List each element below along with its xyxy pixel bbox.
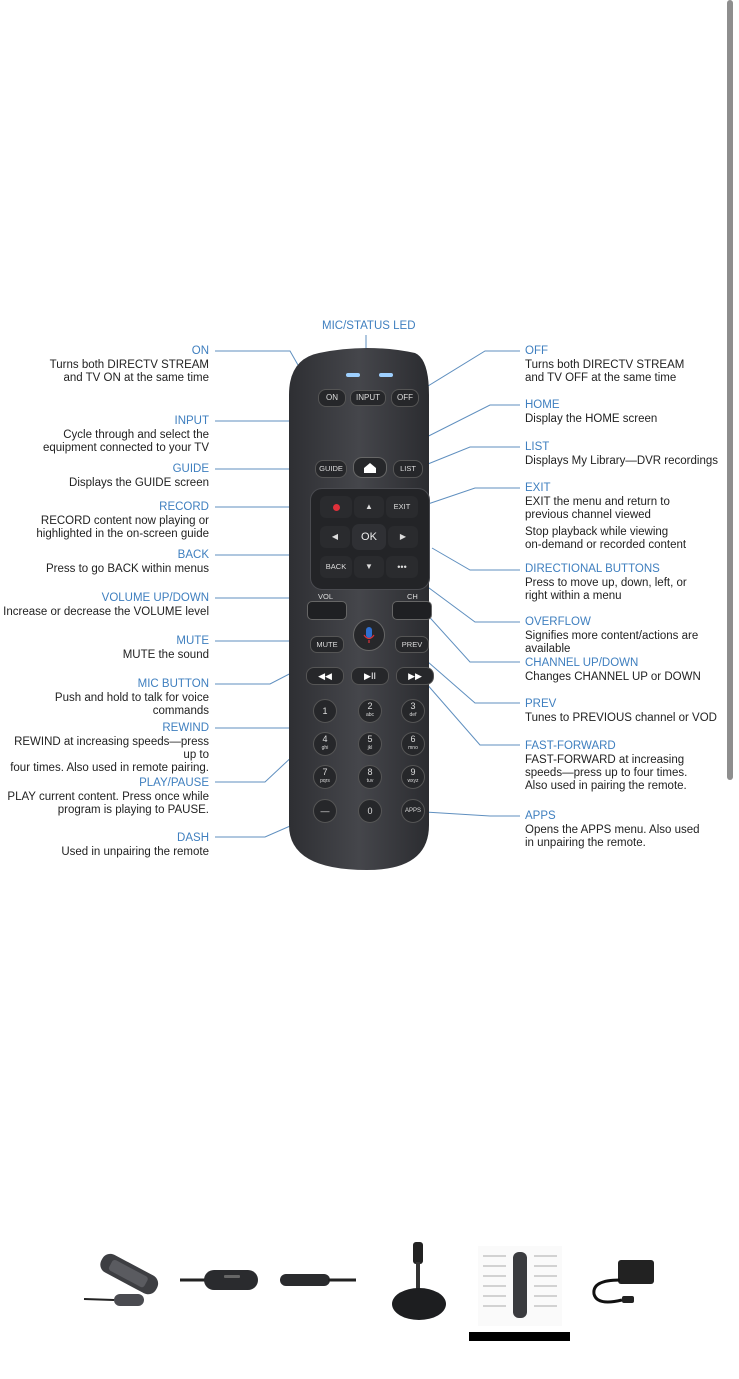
callout-title: LIST	[525, 441, 550, 453]
digit-number: 5	[367, 734, 373, 744]
callout-fast-forward	[525, 740, 687, 793]
callout-mic-button	[0, 678, 209, 718]
callout-title: RECORD	[159, 501, 209, 513]
callout-prev	[525, 698, 717, 725]
callout-title: PLAY/PAUSE	[139, 777, 209, 789]
callout-list	[525, 441, 718, 468]
right-arrow-key[interactable]: ▶	[388, 526, 418, 548]
zero-key[interactable]: 0	[358, 799, 382, 823]
digit-number: 8	[367, 767, 373, 777]
thumb-streaming-stick-side[interactable]	[278, 1270, 358, 1290]
prev-key[interactable]: PREV	[395, 636, 429, 653]
callout-play-pause	[7, 777, 209, 817]
digit-letters: abc	[365, 712, 375, 718]
digit-number: 7	[322, 767, 328, 777]
vol-label: VOL	[318, 592, 334, 601]
callout-desc: Cycle through and select the equipment connected to your TV	[42, 429, 209, 454]
callout-home	[525, 399, 657, 426]
remote-guide-image	[478, 1246, 562, 1326]
ch-label: CH	[407, 592, 418, 601]
callout-dash	[61, 832, 209, 859]
callout-title: OVERFLOW	[525, 616, 591, 628]
digit-key-8[interactable]	[358, 765, 382, 789]
callout-desc: Push and hold to talk for voice commands	[54, 692, 209, 717]
thumb-power-adapter[interactable]	[582, 1250, 660, 1312]
on-key[interactable]: ON	[318, 389, 346, 407]
callout-exit	[525, 482, 686, 552]
callout-desc: Used in unpairing the remote	[61, 846, 209, 858]
digit-letters: mno	[408, 745, 418, 751]
digit-key-4[interactable]	[313, 732, 337, 756]
down-arrow-key[interactable]: ▼	[354, 556, 384, 578]
digit-key-5[interactable]	[358, 732, 382, 756]
digit-letters: def	[409, 712, 417, 718]
volume-rocker[interactable]	[307, 601, 347, 620]
remote-and-stick-image	[76, 1246, 166, 1316]
callout-title: PREV	[525, 698, 557, 710]
callout-channel	[525, 657, 701, 684]
callout-title: VOLUME UP/DOWN	[101, 592, 209, 604]
callout-desc: MUTE the sound	[122, 649, 209, 661]
home-key[interactable]	[353, 457, 387, 478]
channel-rocker[interactable]	[392, 601, 432, 620]
input-key[interactable]: INPUT	[350, 390, 386, 406]
callout-off	[525, 345, 684, 385]
digit-letters: pqrs	[320, 778, 330, 784]
digit-letters: tuv	[366, 778, 374, 784]
digit-key-6[interactable]	[401, 732, 425, 756]
callout-title: DASH	[177, 832, 209, 844]
callout-desc: Opens the APPS menu. Also used in unpairing the remote.	[525, 824, 700, 849]
callout-title: REWIND	[162, 722, 209, 734]
record-key[interactable]	[320, 496, 352, 518]
digit-letters: wxyz	[407, 778, 419, 784]
callout-title: APPS	[525, 810, 556, 822]
callout-desc: EXIT the menu and return to previous channel viewed	[525, 496, 670, 521]
callout-desc: PLAY current content. Press once while program is playing to PAUSE.	[7, 791, 209, 816]
callout-desc: RECORD content now playing or highlighted in the on-screen guide	[36, 515, 209, 540]
ok-key[interactable]: OK	[352, 524, 386, 550]
callout-volume	[3, 592, 209, 619]
callout-mute	[123, 635, 209, 662]
digit-number: 4	[322, 734, 328, 744]
streaming-stick-side-image	[278, 1270, 358, 1290]
callout-title: FAST-FORWARD	[525, 740, 616, 752]
record-dot-icon	[333, 504, 340, 511]
callout-title: MUTE	[176, 635, 209, 647]
callout-desc: Signifies more content/actions are available	[525, 630, 699, 655]
digit-number: 3	[410, 701, 416, 711]
callout-desc: Displays the GUIDE screen	[69, 477, 209, 489]
callout-title: INPUT	[174, 415, 209, 427]
callout-desc: Press to move up, down, left, or right within a menu	[525, 577, 687, 602]
led-left-icon	[346, 373, 360, 377]
callout-title: OFF	[525, 345, 548, 357]
mic-key[interactable]	[353, 619, 385, 651]
digit-key-1[interactable]	[313, 699, 337, 723]
guide-key[interactable]: GUIDE	[315, 460, 347, 478]
rewind-key[interactable]: ◀◀	[306, 667, 344, 685]
callout-desc: Displays My Library—DVR recordings	[525, 455, 718, 467]
callout-title: HOME	[525, 399, 560, 411]
callout-desc: Display the HOME screen	[525, 413, 658, 425]
callout-desc: Increase or decrease the VOLUME level	[3, 606, 209, 618]
streaming-stick-image	[178, 1266, 260, 1294]
callout-apps	[525, 810, 700, 850]
digit-letters: ghi	[321, 745, 329, 751]
callout-overflow	[525, 616, 739, 656]
callout-desc-secondary: Stop playback while viewing on-demand or recorded content	[525, 526, 687, 551]
callout-title: BACK	[177, 549, 209, 561]
callout-desc: Turns both DIRECTV STREAM and TV ON at the same time	[49, 359, 209, 384]
callout-title: DIRECTIONAL BUTTONS	[525, 563, 660, 575]
apps-key[interactable]: APPS	[401, 799, 425, 823]
digit-number: 9	[410, 767, 416, 777]
callout-guide	[69, 463, 209, 490]
thumb-stand[interactable]	[390, 1240, 448, 1324]
play-pause-key[interactable]: ▶II	[351, 667, 389, 685]
led-right-icon	[379, 373, 393, 377]
power-adapter-image	[582, 1250, 660, 1312]
thumb-remote-and-stick[interactable]	[76, 1246, 166, 1316]
callout-desc: Tunes to PREVIOUS channel or VOD	[525, 712, 717, 724]
callout-input	[43, 415, 209, 455]
remote-illustration	[279, 345, 459, 875]
off-key[interactable]: OFF	[391, 389, 419, 407]
thumb-remote-guide[interactable]	[478, 1246, 562, 1326]
callout-record	[36, 501, 209, 541]
callout-title: ON	[191, 345, 209, 357]
callout-desc: REWIND at increasing speeds—press up to four times. Also used in remote pairing.	[10, 736, 209, 774]
digit-key-2[interactable]	[358, 699, 382, 723]
digit-key-7[interactable]	[313, 765, 337, 789]
exit-key[interactable]: EXIT	[386, 496, 418, 518]
callout-title: EXIT	[525, 482, 551, 494]
callout-back	[46, 549, 209, 576]
up-arrow-key[interactable]: ▲	[354, 496, 384, 518]
digit-number: 2	[367, 701, 373, 711]
thumbnail-gallery	[0, 1230, 739, 1350]
mute-key[interactable]: MUTE	[310, 636, 344, 653]
callout-rewind	[0, 722, 209, 775]
digit-number: 1	[322, 706, 328, 716]
list-key[interactable]: LIST	[393, 460, 423, 478]
selected-thumbnail-indicator	[469, 1332, 570, 1341]
callout-on	[50, 345, 209, 385]
thumb-streaming-stick[interactable]	[178, 1266, 260, 1294]
callout-desc: Press to go BACK within menus	[46, 563, 209, 575]
stand-image	[390, 1240, 448, 1324]
callout-desc: FAST-FORWARD at increasing speeds—press up to four times. Also used in pairing the remote.	[525, 754, 688, 792]
overflow-key[interactable]: •••	[386, 556, 418, 578]
fast-forward-key[interactable]: ▶▶	[396, 667, 434, 685]
callout-directional	[525, 563, 687, 603]
callout-desc: Changes CHANNEL UP or DOWN	[525, 671, 701, 683]
dash-key[interactable]: —	[313, 799, 337, 823]
left-arrow-key[interactable]: ◀	[320, 526, 350, 548]
home-icon	[354, 458, 386, 477]
mic-status-led-label: MIC/STATUS LED	[322, 320, 416, 332]
digit-key-3[interactable]	[401, 699, 425, 723]
digit-letters: jkl	[367, 745, 373, 751]
callout-title: CHANNEL UP/DOWN	[525, 657, 639, 669]
digit-number: 6	[410, 734, 416, 744]
back-key[interactable]: BACK	[320, 556, 352, 578]
digit-key-9[interactable]	[401, 765, 425, 789]
callout-desc: Turns both DIRECTV STREAM and TV OFF at the same time	[525, 359, 685, 384]
callout-title: MIC BUTTON	[137, 678, 209, 690]
mic-icon	[354, 620, 384, 650]
callout-title: GUIDE	[172, 463, 209, 475]
